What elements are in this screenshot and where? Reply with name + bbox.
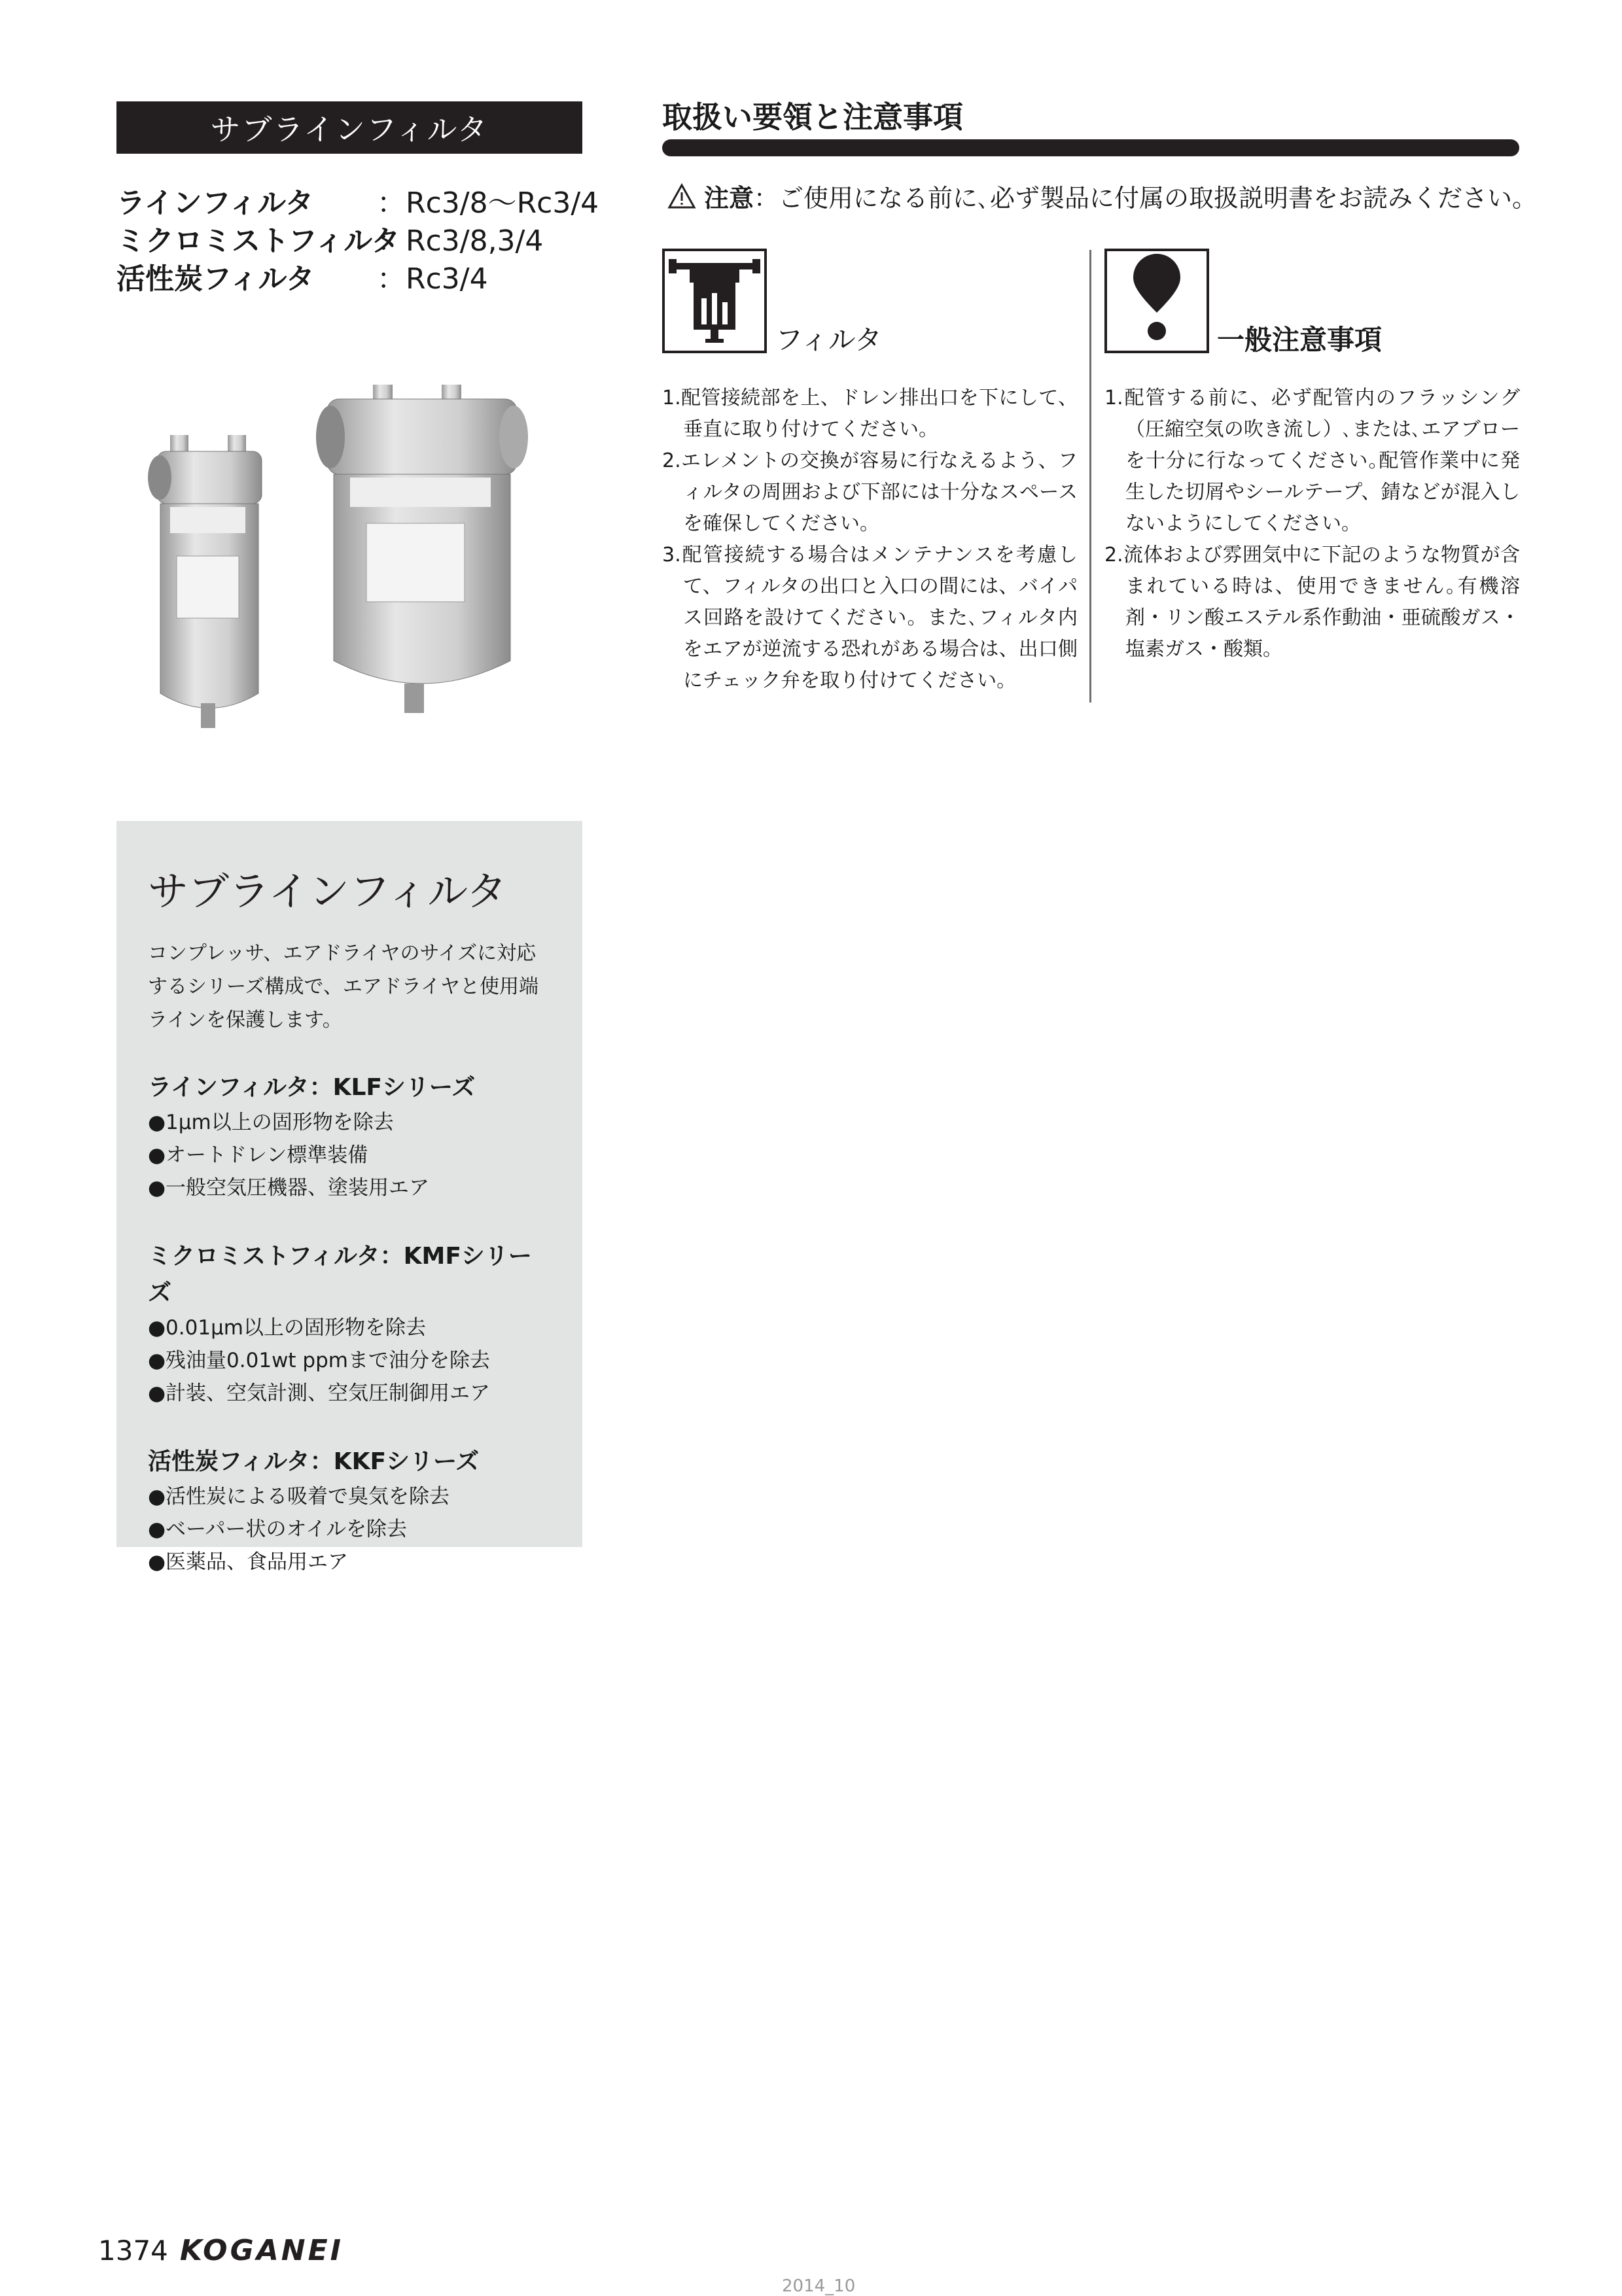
spec-row (116, 184, 601, 222)
series-heading: 活性炭フィルタ：KKFシリーズ (148, 1448, 480, 1475)
spec-name: ミクロミストフィルタ (116, 224, 400, 258)
description-intro (148, 937, 551, 1037)
description-title: サブラインフィルタ (148, 867, 507, 915)
series-bullet: ●0.01μm以上の固形物を除去 (148, 1316, 426, 1340)
product-photo (131, 366, 602, 759)
spec-row (116, 260, 601, 298)
caution-text: ：ご使用になる前に､必ず製品に付属の取扱説明書をお読みください。 (754, 184, 1538, 213)
spec-name: 活性炭フィルタ (116, 262, 315, 296)
instruction-item: 2.エレメントの交換が容易に行なえるよう、フィルタの周囲および下部には十分なスペースを確保してください。 (662, 449, 1078, 535)
series-block-klf (148, 1070, 551, 1204)
heading-rule (662, 139, 1519, 156)
warning-triangle-icon (667, 183, 696, 209)
column-divider (1089, 250, 1091, 703)
instruction-item: 1.配管接続部を上、ドレン排出口を下にして、垂直に取り付けてください。 (662, 387, 1078, 441)
intro-line: ラインを保護します。 (148, 1009, 342, 1032)
series-heading: ミクロミストフィルタ：KMFシリーズ (148, 1243, 532, 1306)
instruction-item: 1.配管する前に、必ず配管内のフラッシング（圧縮空気の吹き流し）､または､エアブローを十分に行なってください｡配管作業中に発生した切屑やシールテープ、錆などが混入しないようにしてください。 (1104, 387, 1520, 535)
series-bullet: ●ベーパー状のオイルを除去 (148, 1518, 407, 1541)
series-block-kmf (148, 1238, 551, 1410)
spec-value: ：Rc3/8,3/4 (377, 224, 544, 258)
intro-line: コンプレッサ、エアドライヤのサイズに対応 (148, 942, 537, 965)
large-filter-image (316, 385, 528, 713)
description-box (116, 821, 582, 1574)
general-section-label: 一般注意事項 (1217, 324, 1383, 356)
brand-logo: KOGANEI (179, 2234, 344, 2267)
series-bullet: ●計装、空気計測、空気圧制御用エア (148, 1382, 491, 1405)
spec-list (116, 184, 601, 298)
caution-drop-icon (1107, 251, 1207, 351)
spec-value: ：Rc3/4 (377, 262, 488, 296)
spec-name: ラインフィルタ (116, 186, 314, 220)
footer (98, 2234, 344, 2267)
instruction-item: 2.流体および雰囲気中に下記のような物質が含まれている時は、使用できません｡有機溶剤・リン酸エステル系作動油・亜硫酸ガス・塩素ガス・酸類。 (1104, 544, 1520, 661)
caution-line (667, 178, 1537, 214)
instruction-item: 3.配管接続する場合はメンテナンスを考慮して、フィルタの出口と入口の間には、バイパス回路を設けてください。また､フィルタ内をエアが逆流する恐れがある場合は、出口側にチェック弁を取り付けてください。 (662, 544, 1078, 692)
small-filter-image (148, 435, 262, 728)
series-bullet: ●一般空気圧機器、塗装用エア (148, 1176, 430, 1200)
series-block-kkf (148, 1444, 551, 1578)
general-icon-box (1104, 249, 1209, 353)
caution-label: 注意 (704, 184, 754, 213)
series-bullet: ●1μm以上の固形物を除去 (148, 1111, 394, 1134)
date-stamp: 2014_10 (782, 2276, 856, 2296)
series-bullet: ●医薬品、食品用エア (148, 1550, 349, 1574)
series-bullet: ●残油量0.01wt ppmまで油分を除去 (148, 1349, 490, 1372)
spec-value: ：Rc3/8〜Rc3/4 (377, 186, 599, 220)
general-instructions (1104, 383, 1520, 665)
right-heading: 取扱い要領と注意事項 (662, 99, 963, 135)
series-heading: ラインフィルタ：KLFシリーズ (148, 1074, 476, 1101)
left-title-text: サブラインフィルタ (210, 112, 489, 147)
spec-row (116, 222, 601, 260)
intro-line: するシリーズ構成で、エアドライヤと使用端 (148, 975, 538, 998)
filter-instructions (662, 383, 1078, 697)
left-title-bar (116, 101, 582, 154)
series-bullet: ●活性炭による吸着で臭気を除去 (148, 1485, 450, 1508)
series-bullet: ●オートドレン標準装備 (148, 1143, 368, 1167)
filter-section-label: フィルタ (775, 324, 882, 356)
page-number: 1374 (98, 2235, 168, 2267)
filter-icon-box (662, 249, 767, 353)
filter-icon (665, 251, 764, 351)
